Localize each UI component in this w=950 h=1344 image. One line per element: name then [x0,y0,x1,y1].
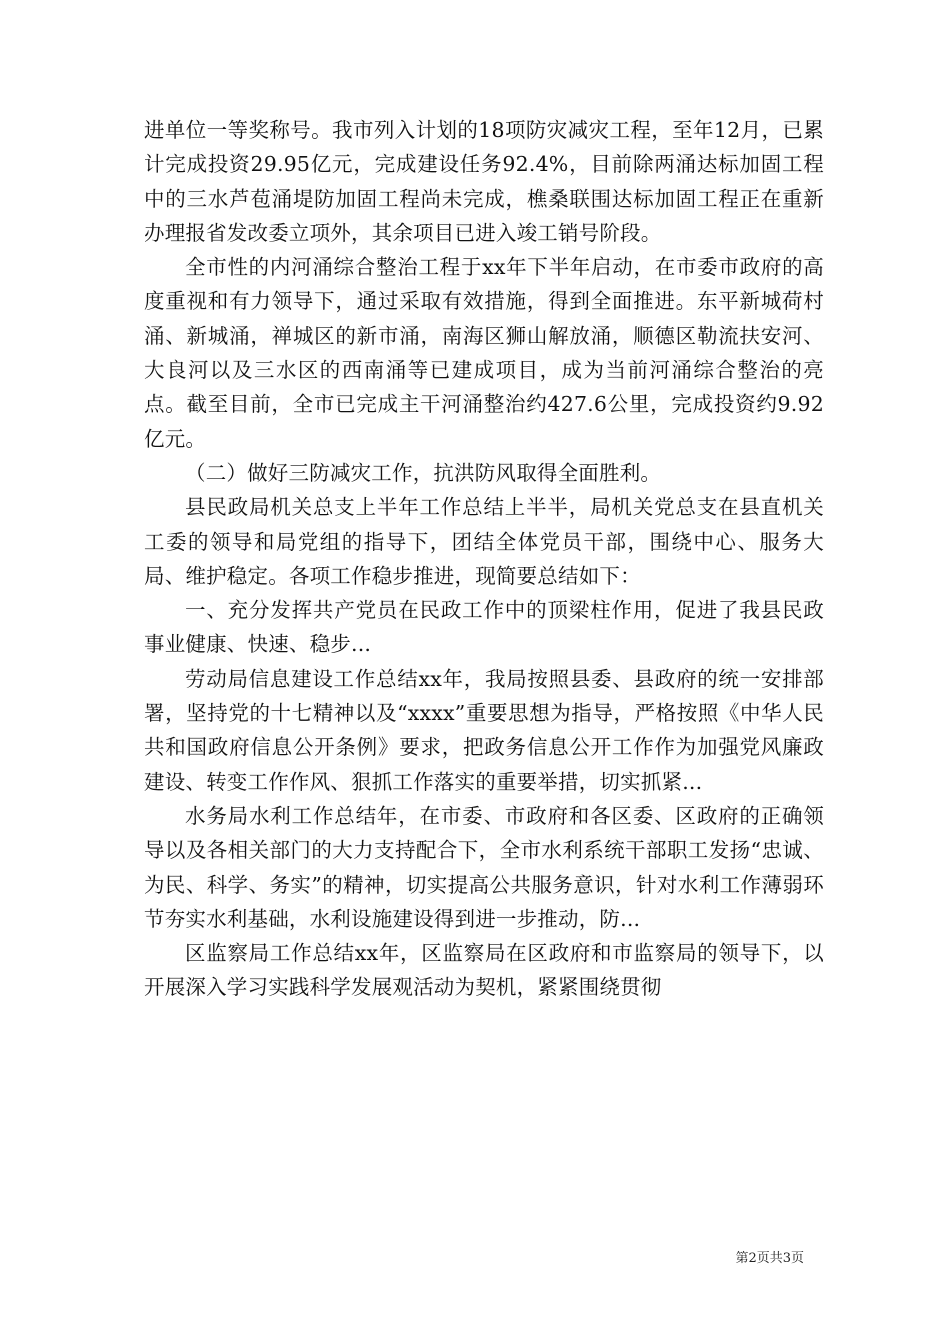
paragraph: 水务局水利工作总结年，在市委、市政府和各区委、区政府的正确领导以及各相关部门的大力支持配合下，全市水利系统干部职工发扬“忠诚、为民、科学、务实”的精神，切实提高公共服务意识，针对水利工作薄弱环节夯实水利基础，水利设施建设得到进一步推动，防... [144,803,824,931]
paragraph: 县民政局机关总支上半年工作总结上半半，局机关党总支在县直机关工委的领导和局党组的指导下，团结全体党员干部，围绕中心、服务大局、维护稳定。各项工作稳步推进，现简要总结如下： [144,495,824,588]
page-number-footer: 第2页共3页 [735,1251,804,1266]
document-body [144,113,824,1005]
paragraph: 区监察局工作总结xx年，区监察局在区政府和市监察局的领导下，以开展深入学习实践科学发展观活动为契机，紧紧围绕贯彻 [144,941,824,1000]
paragraph: 一、充分发挥共产党员在民政工作中的顶梁柱作用，促进了我县民政事业健康、快速、稳步... [144,598,824,657]
paragraph: 全市性的内河涌综合整治工程于xx年下半年启动，在市委市政府的高度重视和有力领导下，通过采取有效措施，得到全面推进。东平新城荷村涌、新城涌，禅城区的新市涌，南海区狮山解放涌，顺德区勒流扶安河、大良河以及三水区的西南涌等已建成项目，成为当前河涌综合整治的亮点。截至目前，全市已完成主干河涌整治约427.6公里，完成投资约9.92亿元。 [144,255,824,451]
paragraph: 劳动局信息建设工作总结xx年，我局按照县委、县政府的统一安排部署，坚持党的十七精神以及“xxxx”重要思想为指导，严格按照《中华人民共和国政府信息公开条例》要求，把政务信息公开工作作为加强党风廉政建设、转变工作作风、狠抓工作落实的重要举措，切实抓紧... [144,666,824,794]
section-heading: （二）做好三防减灾工作，抗洪防风取得全面胜利。 [185,460,662,485]
paragraph: 进单位一等奖称号。我市列入计划的18项防灾减灾工程，至年12月，已累计完成投资29.95亿元，完成建设任务92.4%，目前除两涌达标加固工程中的三水芦苞涌堤防加固工程尚未完成，樵桑联围达标加固工程正在重新办理报省发改委立项外，其余项目已进入竣工销号阶段。 [144,118,824,245]
